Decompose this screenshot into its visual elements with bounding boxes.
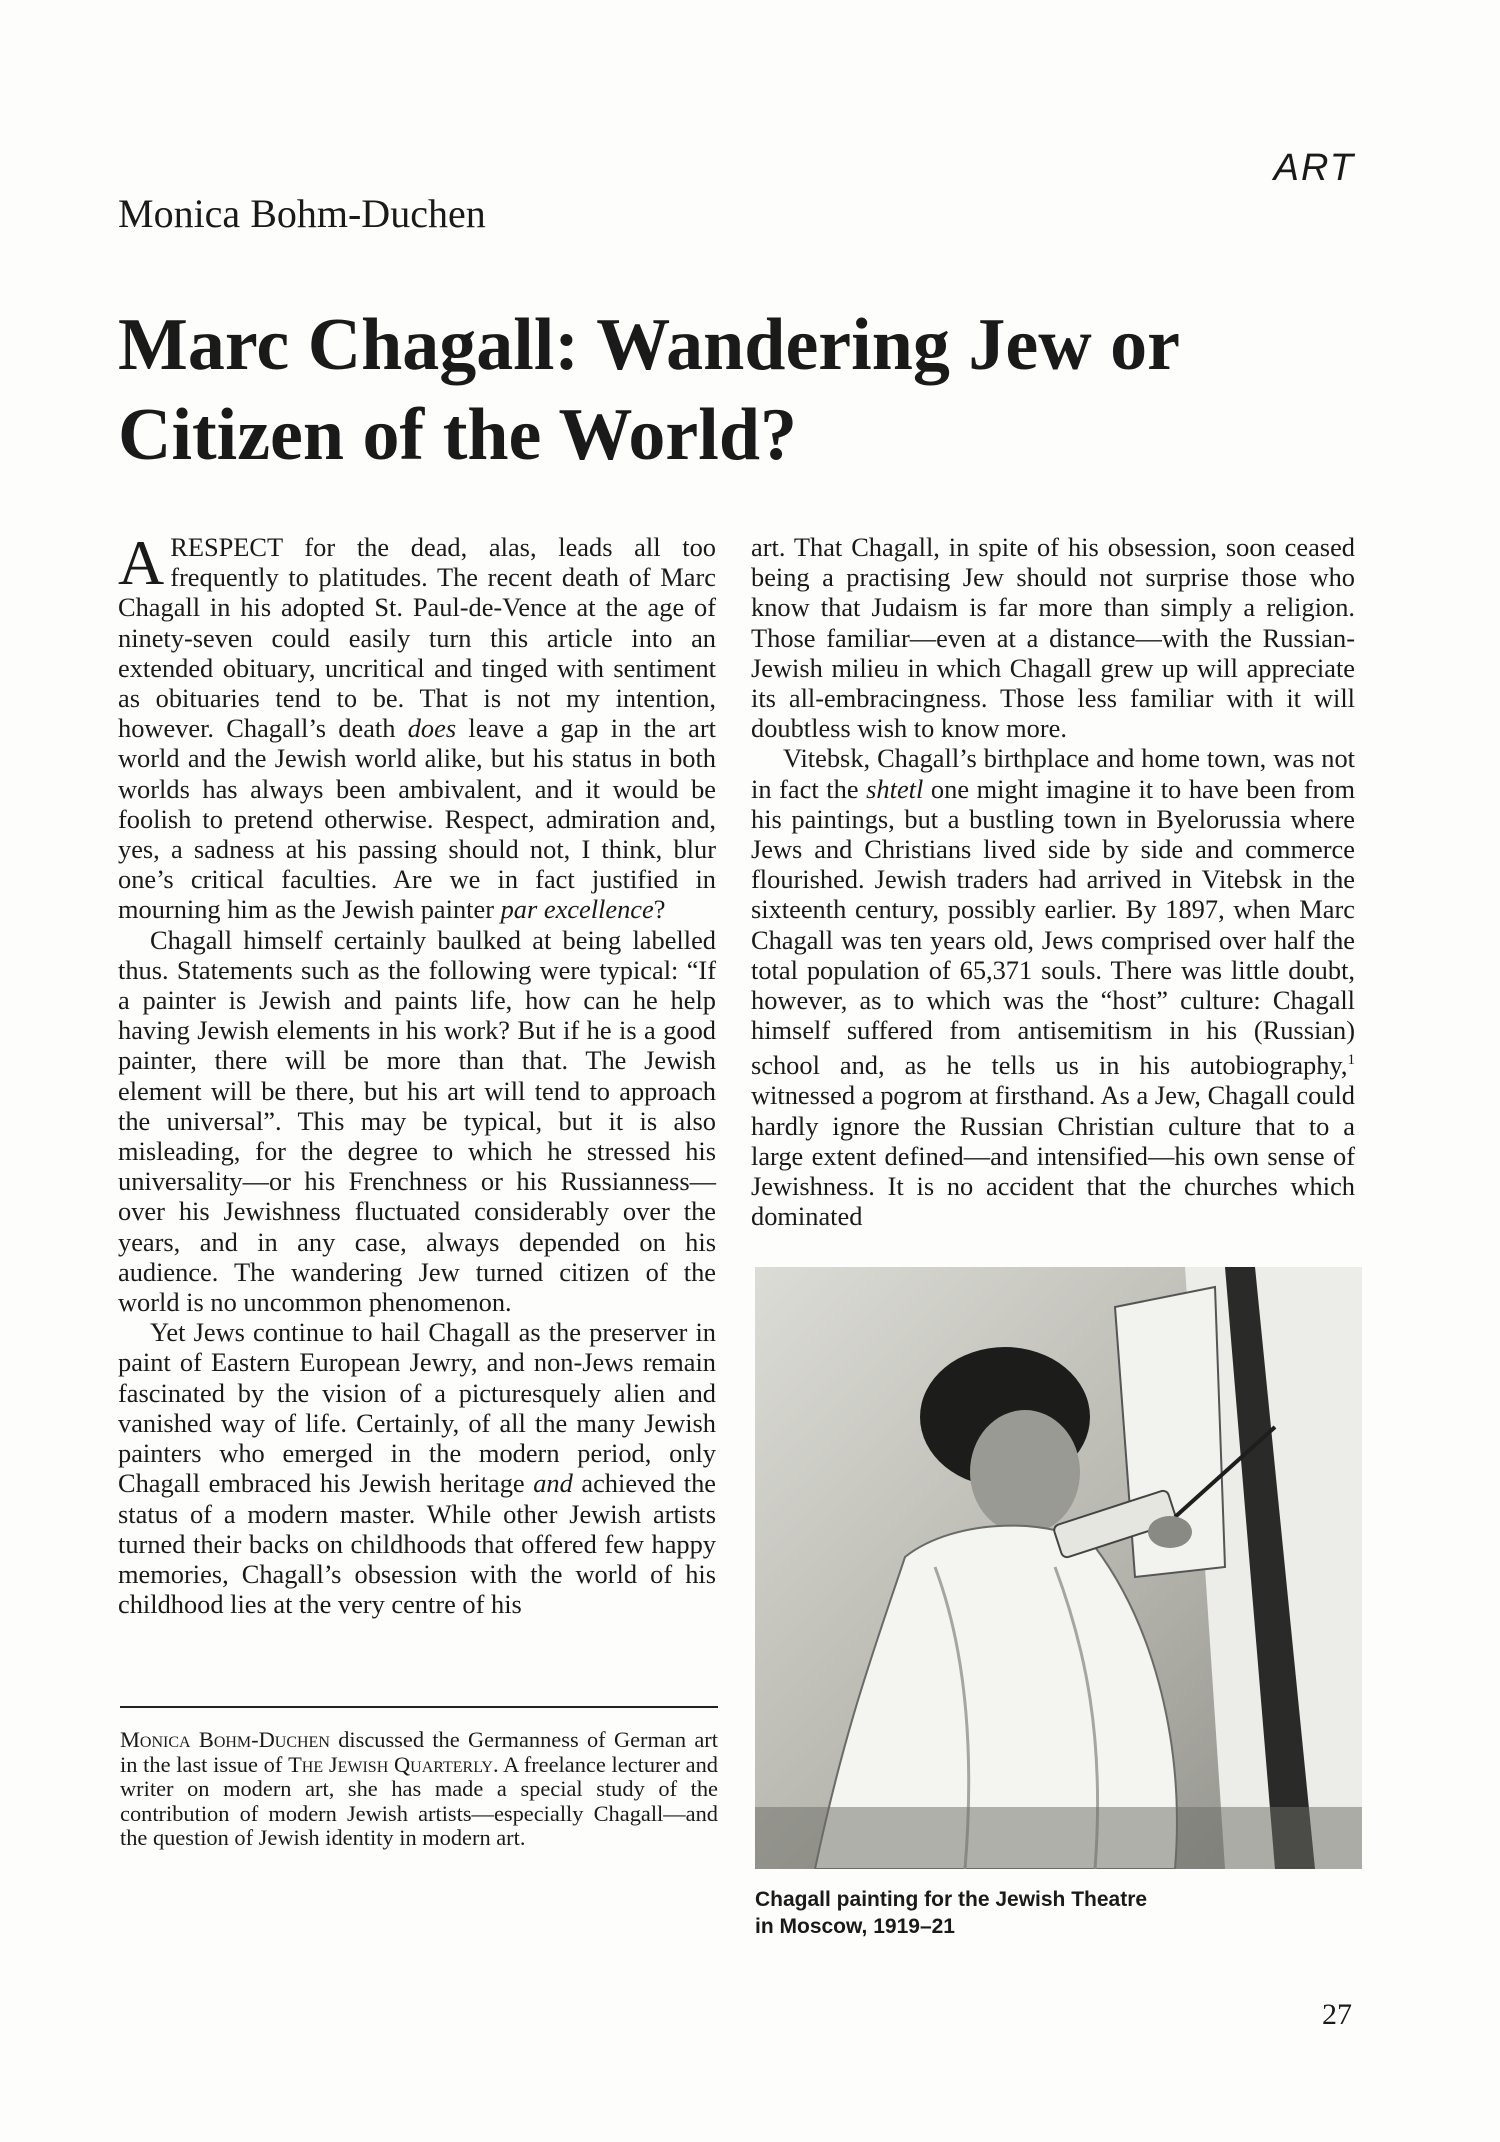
caption-line-2: in Moscow, 1919–21 bbox=[755, 1915, 955, 1938]
paragraph-text: Vitebsk, Chagall’s birthplace and home town, was not in fact the bbox=[751, 743, 1355, 804]
photo-illustration bbox=[755, 1267, 1362, 1869]
section-label: ART bbox=[1273, 147, 1355, 189]
photo-caption bbox=[755, 1886, 1355, 1940]
title-line-2: Citizen of the World? bbox=[118, 394, 797, 476]
chagall-photo bbox=[755, 1267, 1362, 1869]
author-bio bbox=[120, 1728, 718, 1851]
paragraph-text: achieved the status of a modern master. While other Jewish artists turned their backs on childhoods that offered few happy memories, Chagall’s obsession with the world of his childhood lies at the very centre of his bbox=[118, 1468, 716, 1620]
bio-text: discussed the Germanness of German art in the last issue of bbox=[120, 1727, 718, 1777]
bio-divider bbox=[120, 1706, 718, 1708]
drop-cap: A bbox=[118, 527, 165, 598]
title-line-1: Marc Chagall: Wandering Jew or bbox=[118, 304, 1180, 386]
paragraph-5 bbox=[751, 743, 1355, 1231]
paragraph-3 bbox=[118, 1317, 716, 1619]
paragraph-text: witnessed a pogrom at firsthand. As a Jew, Chagall could hardly ignore the Russian Christian culture that to a large extent defined—and intensified—his own sense of Jewishness. It is no accident that the churches which dominated bbox=[751, 1080, 1355, 1232]
paragraph-text: ? bbox=[653, 894, 666, 925]
paragraph-text: one might imagine it to have been from his paintings, but a bustling town in Byelorussia where Jews and Christians lived side by side and commerce flourished. Jewish traders had arrived in Vitebsk in the sixteenth century, possibly earlier. By 1897, when Marc Chagall was ten years old, Jews comprised over half the total population of 65,371 souls. There was little doubt, however, as to which was the “host” culture: Chagall himself suffered from antisemitism in his (Russian) school and, as he tells us in his autobiography, bbox=[751, 773, 1355, 1081]
article-title bbox=[118, 300, 1368, 480]
bio-text: . A freelance lecturer and writer on modern art, she has made a special study of the contribution of modern Jewish artists—especially Chagall—and the question of Jewish identity in modern art. bbox=[120, 1751, 718, 1851]
bio-name: Monica Bohm-Duchen bbox=[120, 1727, 330, 1752]
journal-name: The Jewish Quarterly bbox=[288, 1751, 493, 1777]
body-column-2 bbox=[751, 532, 1355, 1231]
caption-line-1: Chagall painting for the Jewish Theatre bbox=[755, 1888, 1148, 1911]
paragraph-text: leave a gap in the art world and the Jewish world alike, but his status in both worlds has always been ambivalent, and it would be foolish to pretend otherwise. Respect, admiration and, yes, a sadness at his passing should not, I think, blur one’s critical faculties. Are we in fact justified in mourning him as the Jewish painter bbox=[118, 713, 716, 925]
emphasis: does bbox=[407, 713, 457, 744]
footnote-marker: 1 bbox=[1347, 1052, 1355, 1069]
author-name: Monica Bohm-Duchen bbox=[118, 191, 486, 236]
paragraph-1 bbox=[118, 527, 716, 925]
paragraph-text: Yet Jews continue to hail Chagall as the preserver in paint of Eastern European Jewry, and non-Jews remain fascinated by the vision of a picturesquely alien and vanished way of life. Certainly, of all the many Jewish painters who emerged in the modern period, only Chagall embraced his Jewish heritage bbox=[118, 1317, 716, 1499]
body-column-1 bbox=[118, 527, 716, 1620]
paragraph-text: for the dead, alas, leads all too frequently to platitudes. The recent death of Marc Chagall in his adopted St. Paul-de-Vence at the age of ninety-seven could easily turn this article into an extended obituary, uncritical and tinged with sentiment as obituaries tend to be. That is not my intention, however. Chagall’s death bbox=[118, 532, 716, 744]
opening-word: RESPECT bbox=[170, 532, 283, 562]
emphasis: shtetl bbox=[866, 773, 924, 804]
page-number: 27 bbox=[1322, 1998, 1352, 2031]
paragraph-2: Chagall himself certainly baulked at being labelled thus. Statements such as the following were typical: “If a painter is Jewish and paints life, how can he help having Jewish elements in his work? But if he is a good painter, there will be more than that. The Jewish element will be there, but his art will tend to approach the universal”. This may be typical, but it is also misleading, for the degree to which he stressed his universality—or his Frenchness or his Russianness—over his Jewishness fluctuated considerably over the years, and in any case, always depended on his audience. The wandering Jew turned citizen of the world is no uncommon phenomenon. bbox=[118, 924, 716, 1318]
paragraph-4: art. That Chagall, in spite of his obsession, soon ceased being a practising Jew should not surprise those who know that Judaism is far more than simply a religion. Those familiar—even at a distance—with the Russian-Jewish milieu in which Chagall grew up will appreciate its all-embracingness. Those less familiar with it will doubtless wish to know more. bbox=[751, 532, 1355, 744]
emphasis: and bbox=[533, 1468, 573, 1499]
emphasis: par excellence bbox=[500, 894, 654, 925]
